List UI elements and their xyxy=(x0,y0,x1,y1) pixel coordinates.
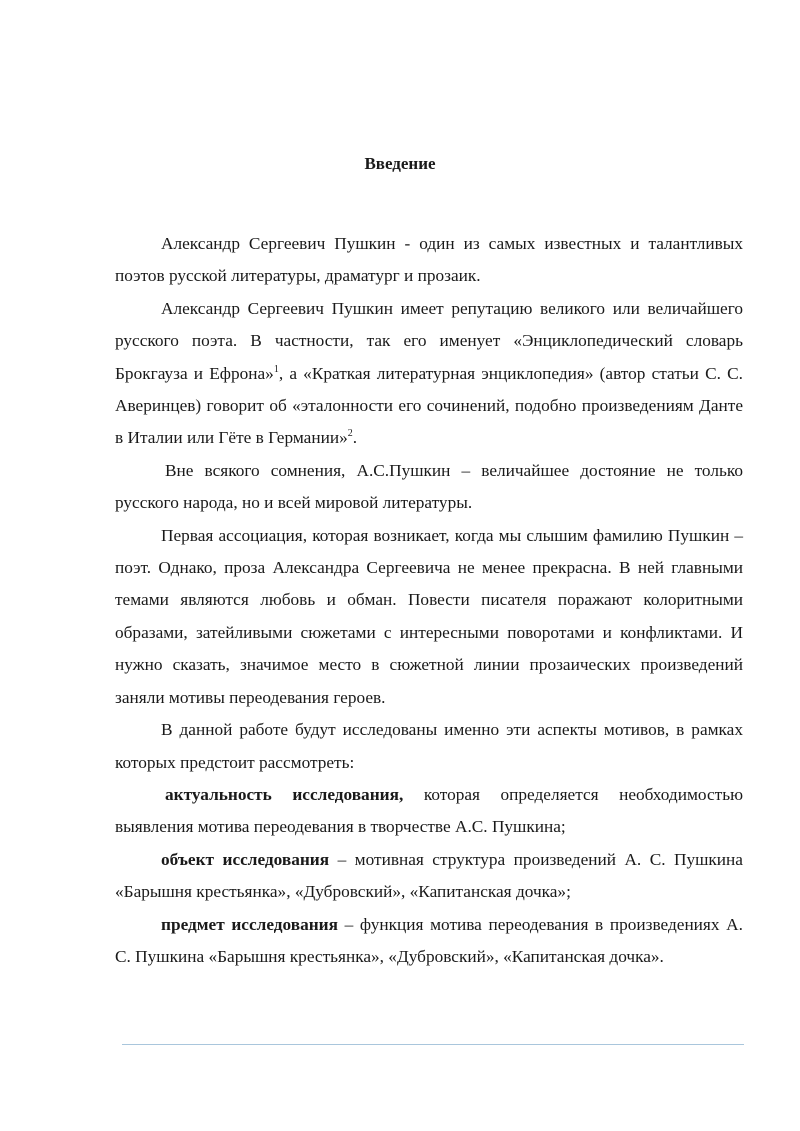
paragraph-heritage: Вне всякого сомнения, А.С.Пушкин – величайшее достояние не только русского народа, но и всей мировой литературы. xyxy=(115,460,743,513)
relevance-text: которая определяется необходимостью выявления мотива переодевания в творчестве А.С. Пушкина; xyxy=(115,784,743,837)
paragraph-reputation-text-b: , а «Краткая литературная энциклопедия» (автор статьи С. С. Аверинцев) говорит об «эталонности его сочинений, подобно произведениям Данте в Италии или Гёте в Германии» xyxy=(115,363,743,448)
paragraph-reputation-text-c: . xyxy=(352,428,358,448)
paragraph-subject xyxy=(115,909,743,974)
object-label: объект исследования xyxy=(161,849,330,869)
subject-text: – функция мотива переодевания в произведениях А. С. Пушкина «Барышня крестьянка», «Дубровский», «Капитанская дочка». xyxy=(115,914,743,966)
footer-divider xyxy=(122,1044,744,1045)
relevance-label: актуальность исследования, xyxy=(165,784,404,804)
paragraph-intro: Александр Сергеевич Пушкин - один из самых известных и талантливых поэтов русской литературы, драматург и прозаик. xyxy=(115,234,743,286)
document-body xyxy=(115,228,743,973)
paragraph-aspects: В данной работе будут исследованы именно эти аспекты мотивов, в рамках которых предстоит рассмотреть: xyxy=(115,720,743,772)
footnote-ref-2: 2 xyxy=(347,428,353,440)
footnote-ref-1: 1 xyxy=(273,363,279,375)
paragraph-object xyxy=(115,844,743,909)
object-text: – мотивная структура произведений А. С. Пушкина «Барышня крестьянка», «Дубровский», «Капитанская дочка»; xyxy=(115,849,743,902)
paragraph-reputation xyxy=(115,293,743,455)
page-title: Введение xyxy=(364,154,436,173)
paragraph-reputation-text-a: Александр Сергеевич Пушкин имеет репутацию великого или величайшего русского поэта. В частности, так его именует «Энциклопедический словарь Брокгауза и Ефрона» xyxy=(115,298,743,383)
subject-label: предмет исследования xyxy=(161,914,338,934)
paragraph-relevance xyxy=(115,779,743,844)
paragraph-prose: Первая ассоциация, которая возникает, когда мы слышим фамилию Пушкин – поэт. Однако, проза Александра Сергеевича не менее прекрасна. В ней главными темами являются любовь и обман. Повести писателя поражают колоритными образами, затейливыми сюжетами с интересными поворотами и конфликтами. И нужно сказать, значимое место в сюжетной линии прозаических произведений заняли мотивы переодевания героев. xyxy=(115,525,743,707)
